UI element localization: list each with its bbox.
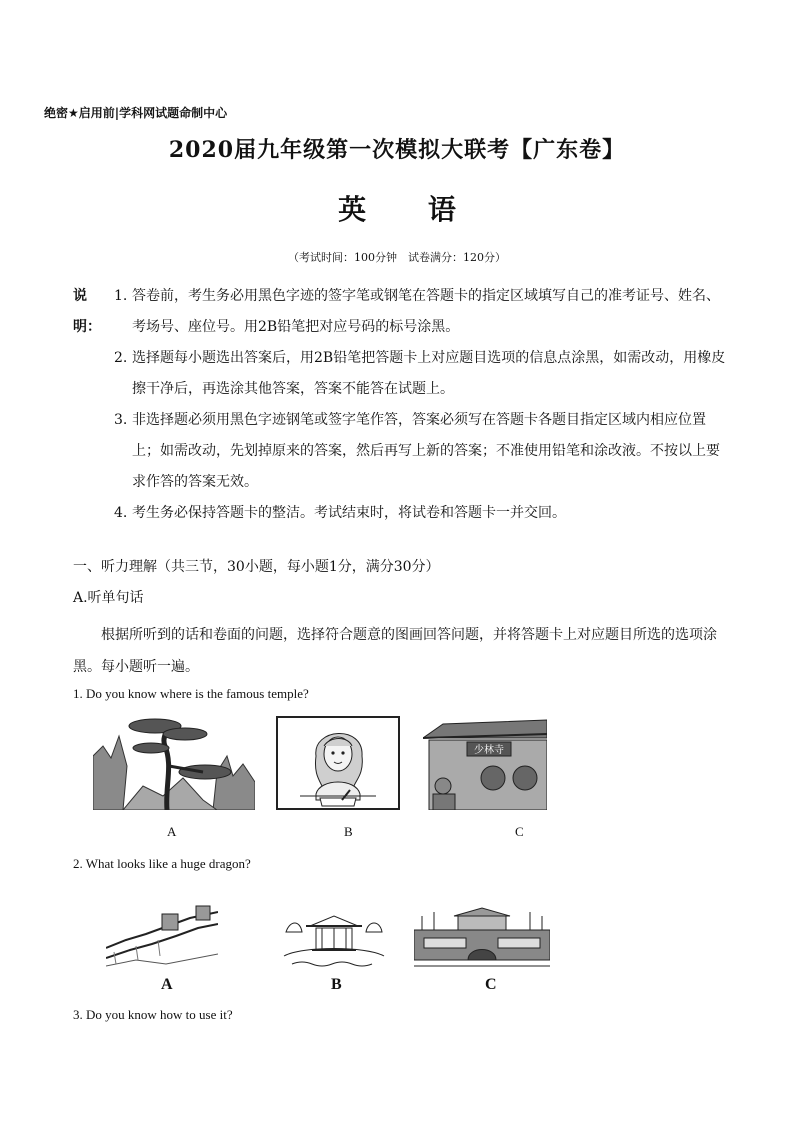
q2-option-a: A	[161, 976, 173, 993]
q2-option-b: B	[331, 976, 342, 993]
subject-title: 英 语	[338, 193, 482, 226]
instructions-notes	[73, 281, 733, 529]
note-text: 非选择题必须用黑色字迹钢笔或签字笔作答，答案必须写在答题卡各题目指定区域内相应位置上；如需改动，先划掉原来的答案，然后再写上新的答案；不准使用铅笔和涂改液。不按以上要求作答的答案无效。	[132, 412, 720, 490]
great-wall-image	[106, 904, 218, 972]
subsection-heading: A.听单句话	[73, 590, 144, 606]
note-number: 2.	[114, 350, 128, 366]
note-item-4	[73, 498, 733, 529]
question-3: 3. Do you know how to use it?	[73, 1007, 233, 1022]
note-item-1	[73, 281, 733, 343]
exam-title: 2020届九年级第一次模拟大联考【广东卷】	[168, 137, 626, 163]
pavilion-image	[282, 906, 386, 974]
yellow-mountain-pine-image	[93, 716, 255, 810]
note-item-2	[73, 343, 733, 405]
temple-sign-text: 少林寺	[474, 745, 504, 756]
section-heading: 一、听力理解（共三节，30小题，每小题1分，满分30分）	[73, 559, 440, 575]
question-1: 1. Do you know where is the famous temple?	[73, 686, 309, 701]
q1-option-b: B	[344, 824, 353, 839]
note-number: 4.	[114, 505, 128, 521]
note-item-3	[73, 405, 733, 498]
tiananmen-image	[414, 906, 550, 972]
q1-option-a: A	[167, 824, 177, 839]
note-text: 答卷前，考生务必用黑色字迹的签字笔或钢笔在答题卡的指定区域填写自己的准考证号、姓名、考场号、座位号。用2B铅笔把对应号码的标号涂黑。	[132, 288, 720, 335]
girl-writing-image	[276, 716, 400, 810]
confidential-header-note: 绝密★启用前|学科网试题命制中心	[44, 106, 228, 120]
shaolin-temple-image	[423, 716, 547, 810]
notes-label: 说明：	[73, 288, 101, 335]
note-number: 1.	[114, 288, 128, 304]
section-instruction: 根据所听到的话和卷面的问题，选择符合题意的图画回答问题，并将答题卡上对应题目所选的选项涂黑。每小题听一遍。	[73, 627, 717, 675]
note-text: 选择题每小题选出答案后，用2B铅笔把答题卡上对应题目选项的信息点涂黑，如需改动，用橡皮擦干净后，再选涂其他答案，答案不能答在试题上。	[132, 350, 726, 397]
q2-option-c: C	[485, 976, 497, 993]
note-text: 考生务必保持答题卡的整洁。考试结束时，将试卷和答题卡一并交回。	[132, 505, 566, 521]
exam-time-info: （考试时间：100分钟 试卷满分：120分）	[288, 251, 506, 264]
q1-option-c: C	[515, 824, 524, 839]
note-number: 3.	[114, 412, 128, 428]
question-2: 2. What looks like a huge dragon?	[73, 856, 251, 871]
